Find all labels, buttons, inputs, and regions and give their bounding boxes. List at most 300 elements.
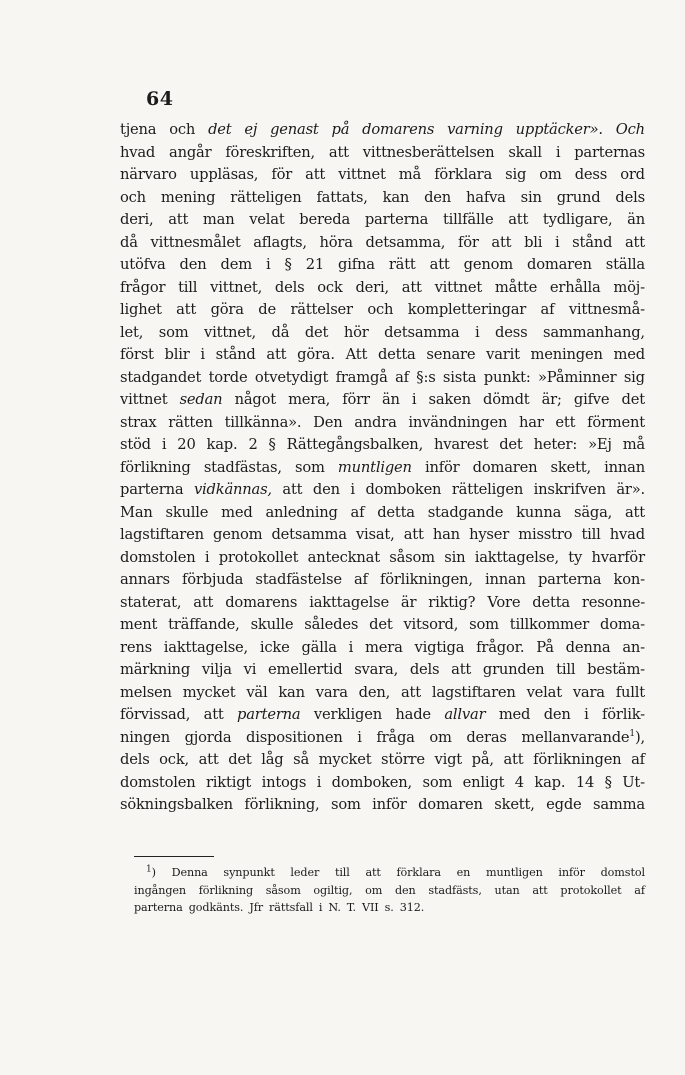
word: vittnesmå- bbox=[568, 301, 645, 318]
word: meningen bbox=[530, 346, 603, 363]
word: Vore bbox=[487, 593, 521, 611]
word: att bbox=[282, 481, 303, 498]
word: sammanhang, bbox=[542, 323, 645, 341]
word: iakttagelse, bbox=[474, 548, 559, 566]
word: i bbox=[204, 548, 210, 566]
word: med bbox=[221, 503, 253, 521]
word: kon- bbox=[613, 571, 645, 588]
page-number: 64 bbox=[146, 88, 174, 110]
word: må bbox=[398, 166, 422, 183]
word: dem bbox=[220, 256, 252, 273]
word: bestäm- bbox=[587, 661, 645, 678]
word: leder bbox=[290, 866, 320, 879]
word: tillfälle bbox=[442, 211, 494, 228]
word: saken bbox=[428, 391, 471, 408]
word: N. bbox=[328, 901, 341, 914]
word: rens bbox=[120, 638, 152, 656]
word: är; bbox=[541, 391, 562, 408]
word: inför bbox=[372, 796, 407, 813]
word: inför bbox=[558, 866, 585, 879]
word: tillkommer bbox=[509, 616, 590, 633]
word: rätteligen bbox=[451, 481, 524, 498]
word: VII bbox=[361, 901, 379, 914]
word: mera, bbox=[288, 391, 331, 408]
word: att bbox=[451, 661, 472, 678]
word: vittnet, bbox=[204, 323, 256, 341]
text-line bbox=[120, 254, 645, 277]
text-line bbox=[120, 479, 645, 502]
word: rätt bbox=[388, 256, 416, 273]
word: den bbox=[312, 481, 340, 498]
word: punkt: bbox=[483, 368, 531, 386]
word: domarens bbox=[225, 593, 298, 611]
word: skulle bbox=[165, 503, 209, 521]
word: vittnet bbox=[338, 166, 386, 183]
word: staterat, bbox=[120, 593, 182, 611]
word: iakttagelse bbox=[309, 593, 389, 611]
word: riktigt bbox=[205, 773, 252, 791]
word: riktig? bbox=[428, 593, 476, 611]
word: den, bbox=[358, 683, 391, 701]
word: att bbox=[624, 233, 645, 251]
text-line bbox=[120, 749, 645, 772]
text-line bbox=[120, 772, 645, 795]
word: § bbox=[284, 256, 292, 273]
word: och bbox=[367, 301, 394, 318]
word: vittnesberättelsen bbox=[362, 143, 495, 161]
word: antecknat bbox=[307, 548, 380, 566]
word: domaren bbox=[527, 256, 592, 273]
word: må bbox=[622, 436, 645, 453]
word: sin bbox=[444, 548, 466, 566]
text-line bbox=[120, 592, 645, 615]
word: hade bbox=[395, 706, 431, 723]
text-line bbox=[120, 187, 645, 210]
word: ningen bbox=[120, 728, 170, 746]
word: otvetydigt bbox=[254, 368, 329, 386]
word: stadfästas, bbox=[203, 458, 282, 476]
word: i bbox=[357, 728, 362, 746]
word: domstolen bbox=[120, 548, 196, 566]
word: att bbox=[532, 883, 548, 897]
word: stadgandet bbox=[120, 368, 202, 386]
word: torde bbox=[208, 368, 248, 386]
word: ty bbox=[568, 548, 583, 566]
word: dels bbox=[274, 278, 305, 296]
word: säga, bbox=[574, 503, 613, 521]
word: märkning bbox=[120, 661, 191, 678]
word: samma bbox=[593, 796, 645, 813]
word: fullt bbox=[615, 683, 645, 701]
word: förlik- bbox=[602, 706, 645, 723]
word: detta bbox=[377, 503, 415, 521]
word: att bbox=[508, 211, 529, 228]
word: att bbox=[266, 346, 287, 363]
word: förlikningen bbox=[533, 751, 622, 768]
word: utöfva bbox=[120, 256, 166, 273]
text-line bbox=[120, 502, 645, 525]
word: förr bbox=[342, 391, 370, 408]
word: protokollet bbox=[218, 548, 299, 566]
word: förlikning bbox=[120, 458, 191, 476]
word: tjena bbox=[120, 121, 157, 138]
word: vilja bbox=[201, 661, 232, 678]
text-line bbox=[120, 547, 645, 570]
word: melsen bbox=[120, 683, 172, 701]
word: parterna bbox=[364, 211, 429, 228]
word: aflagts, bbox=[253, 233, 307, 251]
word: vara bbox=[572, 683, 605, 701]
text-line bbox=[120, 277, 645, 300]
word: framgå bbox=[335, 368, 388, 386]
word: hvarför bbox=[591, 548, 645, 566]
word: det bbox=[228, 751, 252, 768]
word: muntligen bbox=[485, 866, 543, 879]
word: iakttagelse, bbox=[163, 638, 249, 656]
word: vittnet bbox=[434, 278, 483, 296]
word: domstol bbox=[600, 866, 645, 879]
word: att bbox=[365, 866, 381, 879]
word: emellertid bbox=[268, 661, 343, 678]
word: i bbox=[348, 638, 354, 656]
word: $^1$) bbox=[146, 864, 156, 879]
word: det bbox=[621, 391, 645, 408]
word: misstro bbox=[518, 526, 573, 543]
text-line bbox=[120, 119, 645, 142]
word: detta bbox=[377, 346, 416, 363]
word: dess bbox=[495, 323, 528, 341]
word: hvarest bbox=[434, 436, 489, 453]
word: en bbox=[456, 866, 471, 879]
text-line bbox=[120, 614, 645, 637]
word: Och bbox=[615, 121, 645, 138]
word: grunden bbox=[482, 661, 545, 678]
word: till bbox=[581, 526, 601, 543]
word: något bbox=[234, 391, 276, 408]
word: förbjuda bbox=[181, 571, 244, 588]
word: deri, bbox=[120, 211, 154, 228]
word: tydligare, bbox=[542, 211, 613, 228]
word: att bbox=[198, 751, 219, 768]
word: innan bbox=[484, 571, 526, 588]
word: allvar bbox=[444, 706, 486, 723]
word: parternas bbox=[574, 143, 645, 161]
word: enligt bbox=[462, 773, 505, 791]
word: Ut- bbox=[622, 773, 645, 791]
text-line bbox=[120, 569, 645, 592]
word: att bbox=[203, 706, 224, 723]
word: annars bbox=[120, 571, 170, 588]
footnote-line bbox=[134, 899, 645, 917]
body-text bbox=[120, 119, 645, 817]
word: att bbox=[176, 301, 197, 318]
footnote bbox=[134, 864, 645, 917]
word: rättelser bbox=[290, 301, 353, 318]
word: Att bbox=[345, 346, 368, 363]
word: muntligen bbox=[337, 458, 412, 476]
word: senare bbox=[426, 346, 476, 363]
word: det bbox=[499, 436, 523, 453]
word: stadfästs, bbox=[428, 883, 482, 897]
word: förlikningen, bbox=[379, 571, 473, 588]
word: Man bbox=[120, 503, 153, 521]
word: träffande, bbox=[168, 616, 240, 633]
word: af bbox=[350, 503, 365, 521]
word: att bbox=[168, 211, 189, 228]
word: för bbox=[271, 166, 293, 183]
word: »Ej bbox=[588, 436, 612, 453]
word: i bbox=[474, 323, 480, 341]
word: om bbox=[429, 728, 452, 746]
word: innan bbox=[604, 458, 645, 476]
word: af bbox=[634, 883, 645, 897]
word: ock, bbox=[159, 751, 189, 768]
word: stadgande bbox=[427, 503, 504, 521]
word: af bbox=[395, 368, 409, 386]
word: domstolen bbox=[120, 773, 196, 791]
word: gjorda bbox=[184, 728, 232, 746]
word: sista bbox=[442, 368, 477, 386]
word: vigtiga bbox=[414, 638, 465, 656]
word: blir bbox=[164, 346, 190, 363]
text-line bbox=[120, 209, 645, 232]
word: den bbox=[394, 883, 416, 897]
word: kan bbox=[278, 683, 305, 701]
word: på bbox=[331, 121, 350, 138]
word: ej bbox=[244, 121, 258, 138]
word: det bbox=[304, 323, 329, 341]
word: förment bbox=[587, 413, 645, 431]
word: sin bbox=[520, 188, 542, 206]
word: synpunkt bbox=[223, 866, 275, 879]
word: kan bbox=[382, 188, 410, 206]
word: vitsord, bbox=[403, 616, 459, 633]
word: inskrifven bbox=[533, 481, 606, 498]
word: hvad bbox=[120, 143, 156, 161]
word: svara, bbox=[354, 661, 399, 678]
text-line bbox=[120, 457, 645, 480]
word: föreskriften, bbox=[225, 143, 316, 161]
word: T. bbox=[346, 901, 356, 914]
word: frågor. bbox=[476, 638, 525, 656]
word: strax bbox=[120, 413, 157, 431]
word: vidkännas, bbox=[193, 481, 272, 498]
word: denna bbox=[565, 638, 611, 656]
word: att bbox=[400, 683, 421, 701]
word: domboken, bbox=[331, 773, 413, 791]
word: dispositionen bbox=[246, 728, 343, 746]
word: af bbox=[631, 751, 645, 768]
word: doma- bbox=[600, 616, 645, 633]
word: mycket bbox=[182, 683, 236, 701]
word: som bbox=[330, 796, 361, 813]
word: tillkänna». bbox=[224, 413, 302, 431]
word: verkligen bbox=[313, 706, 382, 723]
word: anledning bbox=[265, 503, 338, 521]
word: stånd bbox=[215, 346, 256, 363]
word: genom bbox=[463, 256, 513, 273]
word: genast bbox=[270, 121, 319, 138]
word: med bbox=[498, 706, 531, 723]
text-line bbox=[120, 659, 645, 682]
word: bereda bbox=[299, 211, 351, 228]
word: först bbox=[120, 346, 154, 363]
word: lagstiftaren bbox=[431, 683, 516, 701]
word: velat bbox=[249, 211, 285, 228]
word: erhålla bbox=[549, 278, 601, 296]
word: större bbox=[381, 751, 425, 768]
word: närvaro bbox=[120, 166, 177, 183]
word: let, bbox=[120, 323, 144, 341]
word: af bbox=[354, 571, 368, 588]
word: höra bbox=[319, 233, 353, 251]
word: stöd bbox=[120, 436, 151, 453]
word: detsamma bbox=[271, 526, 347, 543]
word: Rättegångsbalken, bbox=[286, 436, 424, 453]
word: stadfästelse bbox=[255, 571, 342, 588]
word: på, bbox=[471, 751, 494, 768]
word: att bbox=[328, 143, 349, 161]
word: ingången bbox=[134, 883, 187, 897]
text-line bbox=[120, 232, 645, 255]
word: ment bbox=[120, 616, 158, 633]
word: lagstiftaren bbox=[120, 526, 204, 543]
word: invändningen bbox=[408, 413, 508, 431]
footnote-reference: 1 bbox=[629, 728, 635, 739]
word: frågor bbox=[120, 278, 166, 296]
word: göra. bbox=[297, 346, 335, 363]
word: som bbox=[422, 773, 453, 791]
word: sökningsbalken bbox=[120, 796, 233, 813]
word: dess bbox=[574, 166, 608, 183]
word: väl bbox=[246, 683, 268, 701]
word: skett, bbox=[494, 796, 535, 813]
footnote-mark: 1 bbox=[146, 864, 152, 875]
word: varit bbox=[486, 346, 520, 363]
word: Denna bbox=[171, 866, 208, 879]
word: att bbox=[429, 256, 450, 273]
word: de bbox=[258, 301, 276, 318]
word: till bbox=[556, 661, 576, 678]
word: så bbox=[293, 751, 310, 768]
word: och bbox=[120, 188, 146, 206]
word: det bbox=[369, 616, 393, 633]
word: dömdt bbox=[483, 391, 530, 408]
word: vara bbox=[315, 683, 348, 701]
word: detsamma bbox=[384, 323, 460, 341]
word: domboken bbox=[365, 481, 442, 498]
footnote-line bbox=[134, 882, 645, 900]
word: således bbox=[304, 616, 359, 633]
word: att bbox=[491, 233, 512, 251]
word: 14 bbox=[575, 773, 595, 791]
text-line bbox=[120, 322, 645, 345]
word: upptäcker». bbox=[515, 121, 603, 138]
text-line bbox=[120, 704, 645, 727]
word: intogs bbox=[261, 773, 307, 791]
text-line bbox=[120, 727, 645, 750]
word: inför bbox=[425, 458, 460, 476]
word: ett bbox=[555, 413, 576, 431]
word: i bbox=[554, 233, 560, 251]
word: i bbox=[350, 481, 355, 498]
footnote-line bbox=[146, 864, 645, 882]
word: 4 bbox=[514, 773, 524, 791]
word: gifve bbox=[573, 391, 610, 408]
word: mellanvarande$^1$), bbox=[521, 728, 645, 746]
word: han bbox=[432, 526, 460, 543]
word: dels bbox=[409, 661, 440, 678]
word: fattats, bbox=[316, 188, 368, 206]
word: i bbox=[265, 256, 271, 273]
word: kunna bbox=[516, 503, 562, 521]
word: godkänts. bbox=[188, 901, 244, 914]
word: 20 bbox=[177, 436, 196, 453]
word: i bbox=[316, 773, 322, 791]
word: stånd bbox=[572, 233, 613, 251]
word: i bbox=[200, 346, 205, 363]
word: »Påminner bbox=[538, 368, 617, 386]
word: då bbox=[120, 233, 138, 251]
word: mening bbox=[160, 188, 216, 206]
text-line bbox=[120, 164, 645, 187]
word: att bbox=[305, 166, 326, 183]
word: parterna bbox=[120, 481, 184, 498]
word: deri, bbox=[355, 278, 389, 296]
word: deras bbox=[466, 728, 507, 746]
word: i bbox=[411, 391, 417, 408]
word: förklara bbox=[434, 166, 493, 183]
word: om bbox=[365, 883, 383, 897]
text-line bbox=[120, 524, 645, 547]
text-line bbox=[120, 367, 645, 390]
word: hafva bbox=[466, 188, 506, 206]
word: till bbox=[334, 866, 350, 879]
word: än bbox=[381, 391, 400, 408]
text-line bbox=[120, 412, 645, 435]
word: dels bbox=[120, 751, 150, 768]
word: 2 bbox=[248, 436, 258, 453]
word: angår bbox=[169, 143, 212, 161]
word: vigt bbox=[434, 751, 462, 768]
word: 312. bbox=[399, 901, 425, 914]
word: an- bbox=[622, 638, 645, 656]
word: genom bbox=[213, 526, 263, 543]
word: mycket bbox=[318, 751, 372, 768]
text-line bbox=[120, 794, 645, 817]
word: måtte bbox=[494, 278, 538, 296]
word: kap. bbox=[206, 436, 238, 453]
word: vittnet bbox=[120, 391, 168, 408]
word: skett, bbox=[550, 458, 591, 476]
word: att bbox=[193, 593, 214, 611]
word: ock bbox=[317, 278, 343, 296]
text-line bbox=[120, 299, 645, 322]
word: rättsfall bbox=[269, 901, 313, 914]
word: som bbox=[469, 616, 499, 633]
word: i bbox=[161, 436, 167, 453]
word: rätten bbox=[168, 413, 213, 431]
word: då bbox=[271, 323, 290, 341]
word: domaren bbox=[418, 796, 483, 813]
word: låg bbox=[261, 751, 284, 768]
word: förvissad, bbox=[120, 706, 191, 723]
word: gifna bbox=[338, 256, 375, 273]
word: detta bbox=[532, 593, 570, 611]
word: hvad bbox=[609, 526, 645, 543]
word: den bbox=[424, 188, 452, 206]
word: velat bbox=[526, 683, 562, 701]
